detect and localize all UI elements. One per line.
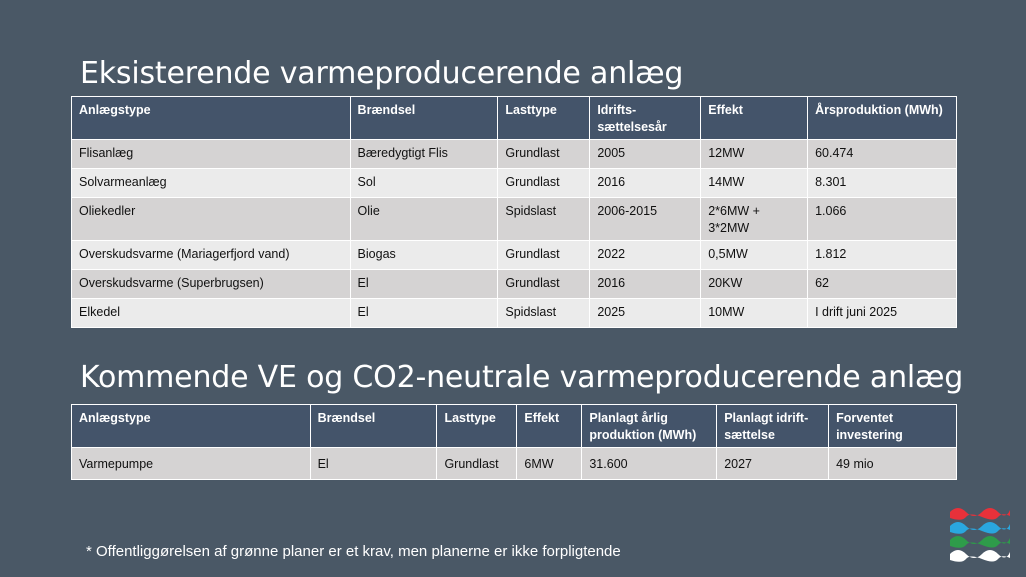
table-row	[72, 299, 957, 328]
header-cell: Planlagt årlig produktion (MWh)	[582, 405, 717, 448]
table-cell: 12MW	[701, 140, 808, 169]
table-cell: Grundlast	[498, 169, 590, 198]
table-cell: Solvarmeanlæg	[72, 169, 351, 198]
table-cell: 49 mio	[829, 448, 957, 480]
logo-wave-blue	[950, 522, 1010, 534]
header-cell: Effekt	[701, 97, 808, 140]
table-cell: Spidslast	[498, 198, 590, 241]
table-cell: 2022	[590, 241, 701, 270]
table-row	[72, 140, 957, 169]
table-cell: Varmepumpe	[72, 448, 311, 480]
table-cell: 60.474	[808, 140, 957, 169]
upcoming-plants-title: Kommende VE og CO2-neutrale varmeproducerende anlæg	[80, 360, 964, 395]
table-cell: 6MW	[517, 448, 582, 480]
table-cell: Flisanlæg	[72, 140, 351, 169]
header-cell: Årsproduktion (MWh)	[808, 97, 957, 140]
table-cell: 2027	[717, 448, 829, 480]
table-cell: Olie	[350, 198, 498, 241]
logo-wave-green	[950, 536, 1010, 548]
header-cell: Effekt	[517, 405, 582, 448]
table-cell: 10MW	[701, 299, 808, 328]
table-header-row	[72, 97, 957, 140]
table-cell: 2025	[590, 299, 701, 328]
table-row	[72, 270, 957, 299]
table-cell: Overskudsvarme (Mariagerfjord vand)	[72, 241, 351, 270]
existing-plants-title: Eksisterende varmeproducerende anlæg	[80, 56, 684, 91]
header-cell: Planlagt idrift-sættelse	[717, 405, 829, 448]
table-cell: 0,5MW	[701, 241, 808, 270]
footnote: * Offentliggørelsen af grønne planer er et krav, men planerne er ikke forpligtende	[86, 543, 621, 560]
table-cell: 2*6MW + 3*2MW	[701, 198, 808, 241]
header-cell: Lasttype	[437, 405, 517, 448]
table-cell: 14MW	[701, 169, 808, 198]
table-cell: Grundlast	[498, 140, 590, 169]
table-cell: 2006-2015	[590, 198, 701, 241]
logo-wave-red	[950, 508, 1010, 520]
header-cell: Lasttype	[498, 97, 590, 140]
table-cell: Elkedel	[72, 299, 351, 328]
table-cell: 1.066	[808, 198, 957, 241]
table-cell: Overskudsvarme (Superbrugsen)	[72, 270, 351, 299]
table-header-row	[72, 405, 957, 448]
logo-wave-white	[950, 550, 1010, 562]
table-cell: Oliekedler	[72, 198, 351, 241]
table-cell: Grundlast	[498, 270, 590, 299]
table-cell: 8.301	[808, 169, 957, 198]
header-cell: Anlægstype	[72, 97, 351, 140]
table-cell: 2016	[590, 270, 701, 299]
table-cell: 2005	[590, 140, 701, 169]
table-row	[72, 241, 957, 270]
header-cell: Forventet investering	[829, 405, 957, 448]
table-cell: Grundlast	[437, 448, 517, 480]
table-cell: 62	[808, 270, 957, 299]
table-cell: 1.812	[808, 241, 957, 270]
header-cell: Brændsel	[350, 97, 498, 140]
table-cell: Grundlast	[498, 241, 590, 270]
table-cell: El	[350, 270, 498, 299]
table-cell: Spidslast	[498, 299, 590, 328]
table-cell: Sol	[350, 169, 498, 198]
table-cell: Biogas	[350, 241, 498, 270]
table-cell: 20KW	[701, 270, 808, 299]
table-cell: 2016	[590, 169, 701, 198]
table-cell: I drift juni 2025	[808, 299, 957, 328]
header-cell: Idrifts-sættelsesår	[590, 97, 701, 140]
upcoming-plants-table	[71, 404, 957, 480]
table-cell: El	[310, 448, 437, 480]
header-cell: Anlægstype	[72, 405, 311, 448]
table-cell: Bæredygtigt Flis	[350, 140, 498, 169]
existing-plants-table	[71, 96, 957, 328]
table-cell: El	[350, 299, 498, 328]
table-cell: 31.600	[582, 448, 717, 480]
header-cell: Brændsel	[310, 405, 437, 448]
table-row	[72, 198, 957, 241]
wave-logo-icon	[948, 500, 1010, 562]
table-row	[72, 448, 957, 480]
table-row	[72, 169, 957, 198]
